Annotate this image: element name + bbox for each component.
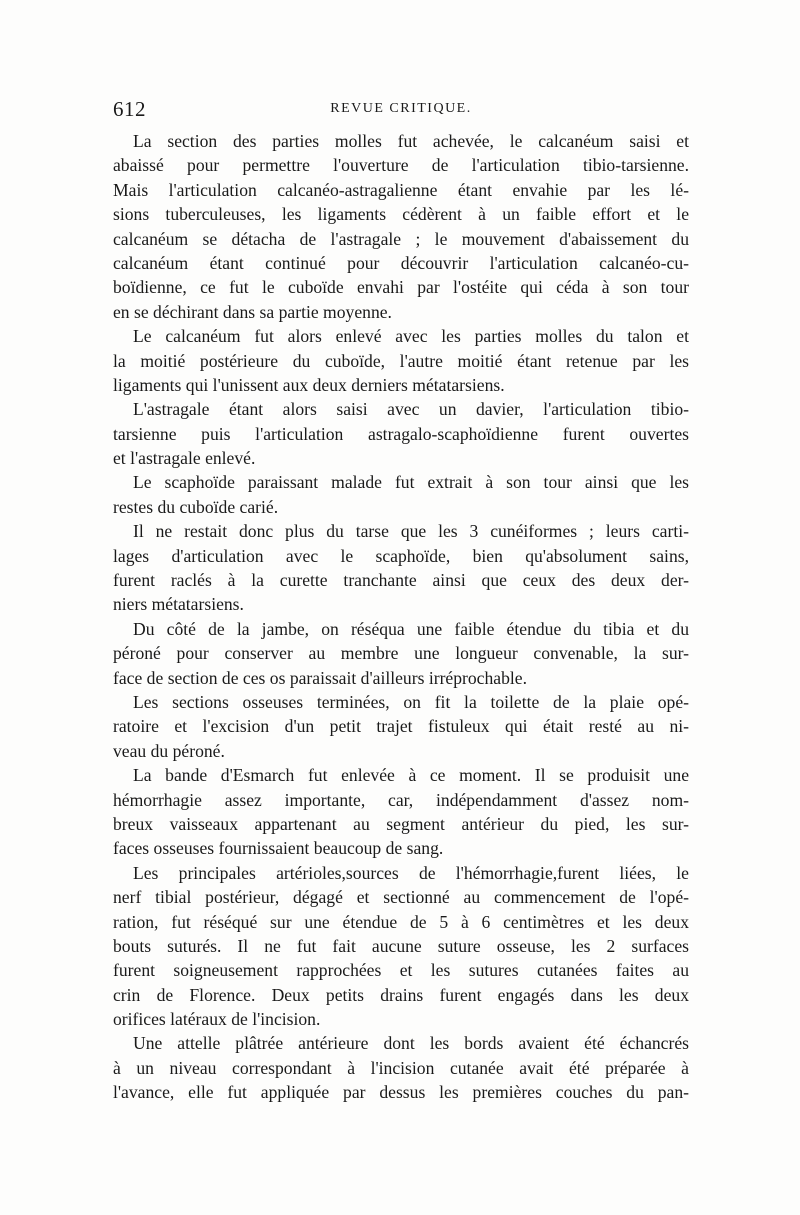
body-text bbox=[113, 129, 689, 1105]
text-line: La bande d'Esmarch fut enlevée à ce moment. Il se produisit une bbox=[133, 765, 689, 786]
running-title: REVUE CRITIQUE. bbox=[330, 101, 472, 116]
text-line: ligaments qui l'unissent aux deux derniers métatarsiens. bbox=[113, 374, 505, 395]
text-line: veau du péroné. bbox=[113, 740, 225, 761]
text-line: faces osseuses fournissaient beaucoup de sang. bbox=[113, 838, 444, 859]
text-line: Le calcanéum fut alors enlevé avec les parties molles du talon et bbox=[133, 326, 689, 347]
text-line: Mais l'articulation calcanéo-astragalienne étant envahie par les lé- bbox=[113, 179, 689, 200]
text-line: La section des parties molles fut achevée, le calcanéum saisi et bbox=[133, 131, 689, 151]
text-line: bouts suturés. Il ne fut fait aucune suture osseuse, les 2 surfaces bbox=[113, 935, 689, 956]
text-line: sions tuberculeuses, les ligaments cédèrent à un faible effort et le bbox=[113, 204, 689, 225]
text-line: ration, fut réséqué sur une étendue de 5 à 6 centimètres et les deux bbox=[113, 911, 689, 932]
text-line: ratoire et l'excision d'un petit trajet fistuleux qui était resté au ni- bbox=[113, 716, 689, 737]
text-line: la moitié postérieure du cuboïde, l'autre moitié étant retenue par les bbox=[113, 350, 689, 371]
text-line: breux vaisseaux appartenant au segment antérieur du pied, les sur- bbox=[113, 813, 689, 834]
text-line: Le scaphoïde paraissant malade fut extrait à son tour ainsi que les bbox=[133, 472, 689, 493]
text-line: nerf tibial postérieur, dégagé et sectionné au commencement de l'opé- bbox=[113, 887, 689, 908]
text-line: en se déchirant dans sa partie moyenne. bbox=[113, 301, 392, 322]
text-line: restes du cuboïde carié. bbox=[113, 496, 279, 517]
page-header bbox=[113, 97, 689, 125]
text-line: l'avance, elle fut appliquée par dessus les premières couches du pan- bbox=[113, 1082, 689, 1103]
text-line: abaissé pour permettre l'ouverture de l'articulation tibio-tarsienne. bbox=[113, 155, 689, 176]
text-line: boïdienne, ce fut le cuboïde envahi par l'ostéite qui céda à son tour bbox=[113, 277, 689, 298]
text-line: Il ne restait donc plus du tarse que les 3 cunéiformes ; leurs carti- bbox=[133, 521, 689, 542]
text-line: Du côté de la jambe, on réséqua une faible étendue du tibia et du bbox=[133, 618, 689, 639]
text-line: calcanéum étant continué pour découvrir l'articulation calcanéo-cu- bbox=[113, 252, 689, 273]
text-line: orifices latéraux de l'incision. bbox=[113, 1009, 321, 1030]
text-line: Les sections osseuses terminées, on fit la toilette de la plaie opé- bbox=[133, 691, 689, 712]
page-number: 612 bbox=[113, 97, 146, 121]
text-line: et l'astragale enlevé. bbox=[113, 448, 256, 469]
text-line: tarsienne puis l'articulation astragalo-scaphoïdienne furent ouvertes bbox=[113, 423, 689, 444]
text-line: L'astragale étant alors saisi avec un davier, l'articulation tibio- bbox=[133, 399, 689, 420]
text-line: niers métatarsiens. bbox=[113, 594, 244, 615]
text-line: lages d'articulation avec le scaphoïde, bien qu'absolument sains, bbox=[113, 545, 689, 566]
text-line: face de section de ces os paraissait d'ailleurs irréprochable. bbox=[113, 667, 527, 688]
text-line: furent raclés à la curette tranchante ainsi que ceux des deux der- bbox=[113, 570, 689, 591]
text-line: Les principales artérioles,sources de l'hémorrhagie,furent liées, le bbox=[133, 862, 689, 883]
text-line: calcanéum se détacha de l'astragale ; le mouvement d'abaissement du bbox=[113, 228, 689, 249]
text-line: furent soigneusement rapprochées et les sutures cutanées faites au bbox=[113, 960, 689, 981]
text-line: à un niveau correspondant à l'incision cutanée avait été préparée à bbox=[113, 1057, 689, 1078]
text-line: Une attelle plâtrée antérieure dont les bords avaient été échancrés bbox=[133, 1033, 689, 1054]
text-line: péroné pour conserver au membre une longueur convenable, la sur- bbox=[113, 643, 689, 664]
text-line: crin de Florence. Deux petits drains furent engagés dans les deux bbox=[113, 984, 689, 1005]
text-line: hémorrhagie assez importante, car, indépendamment d'assez nom- bbox=[113, 789, 689, 810]
